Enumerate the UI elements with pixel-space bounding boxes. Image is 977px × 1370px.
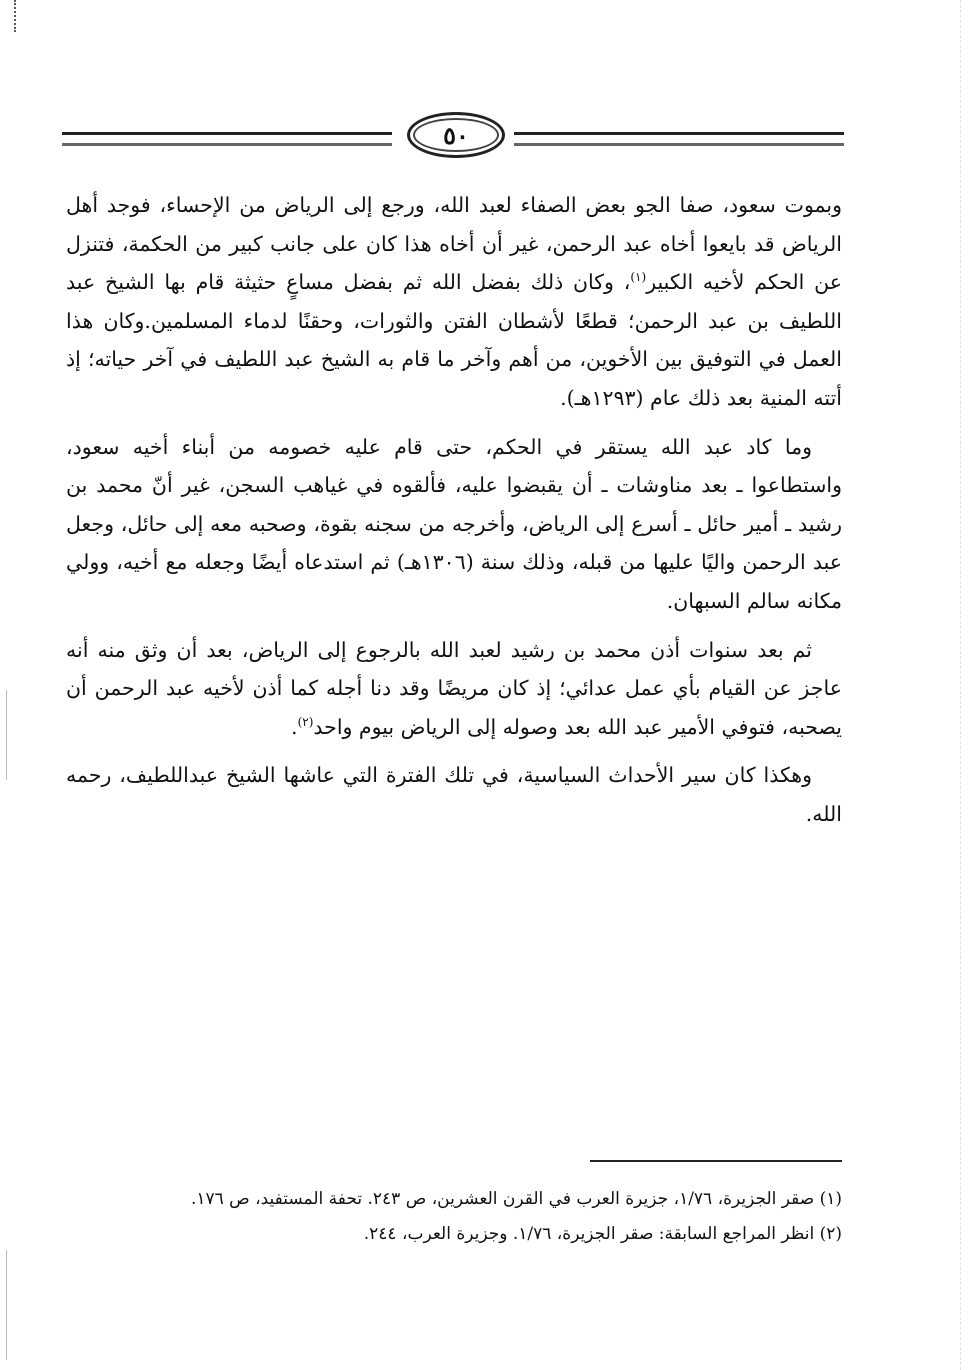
paragraph-text: . (291, 714, 298, 739)
scan-artifact-line (14, 0, 16, 32)
paragraph-2: وما كاد عبد الله يستقر في الحكم، حتى قام عليه خصومه من أبناء أخيه سعود، واستطاعوا ـ بعد مناوشات ـ أن يقبضوا عليه، فألقوه في غياهب السجن، غير أنّ محمد بن رشيد ـ أمير حائل ـ أسرع إلى الرياض، وأخرجه من سجنه بقوة، وصحبه معه إلى حائل، وجعل عبد الرحمن واليًا عليها من قبله، وذلك سنة (١٣٠٦هـ) ثم استدعاه أيضًا وجعله مع أخيه، وولي مكانه سالم السبهان. (66, 434, 842, 613)
paragraph-3 (66, 631, 842, 747)
page-number: ٥٠ (407, 112, 505, 158)
paragraph-text: وبموت سعود، صفا الجو بعض الصفاء لعبد الله، ورجع إلى الرياض من الإحساء، فوجد أهل الرياض قد بايعوا أخاه عبد الرحمن، غير أن أخاه هذا كان على جانب كبير من الحكمة، فتنزل عن الحكم لأخيه الكبير (66, 193, 842, 295)
paragraph-text: ، وكان ذلك بفضل الله ثم بفضل مساعٍ حثيثة قام بها الشيخ عبد اللطيف بن عبد الرحمن؛ قطعًا لأشطان الفتن والثورات، وحقنًا لدماء المسلمين.وكان هذا العمل في التوفيق بين الأخوين، من أهم وآخر ما قام به الشيخ عبد اللطيف في آخر حياته؛ إذ أتته المنية بعد ذلك عام (١٢٩٣هـ). (66, 270, 842, 410)
scan-artifact-line (6, 690, 7, 780)
page-header (62, 108, 844, 160)
footnote-marker-1: (١) (630, 270, 647, 285)
header-rule-left (62, 132, 392, 146)
header-rule-right (514, 132, 844, 146)
scan-artifact-line (960, 0, 961, 1370)
paragraph-4: وهكذا كان سير الأحداث السياسية، في تلك الفترة التي عاشها الشيخ عبداللطيف، رحمه الله. (66, 763, 842, 826)
footnotes (66, 1182, 842, 1252)
footnote-2: (٢) انظر المراجع السابقة: صقر الجزيرة، ١/٧٦. وجزيرة العرب، ٢٤٤. (363, 1224, 842, 1244)
paragraph-text: ثم بعد سنوات أذن محمد بن رشيد لعبد الله بالرجوع إلى الرياض، بعد أن وثق منه أنه عاجز عن القيام بأي عمل عدائي؛ إذ كان مريضًا وقد دنا أجله كما أذن لأخيه عبد الرحمن أن يصحبه، فتوفي الأمير عبد الله بعد وصوله إلى الرياض بيوم واحد (66, 637, 842, 739)
paragraph-1 (66, 186, 842, 418)
footnote-marker-2: (٢) (297, 714, 314, 729)
footnote-separator (590, 1160, 842, 1162)
footnote-1: (١) صقر الجزيرة، ١/٧٦، جزيرة العرب في القرن العشرين، ص ٢٤٣. تحفة المستفيد، ص ١٧٦. (190, 1189, 842, 1209)
main-text (66, 186, 842, 844)
scan-artifact-line (6, 1250, 7, 1360)
